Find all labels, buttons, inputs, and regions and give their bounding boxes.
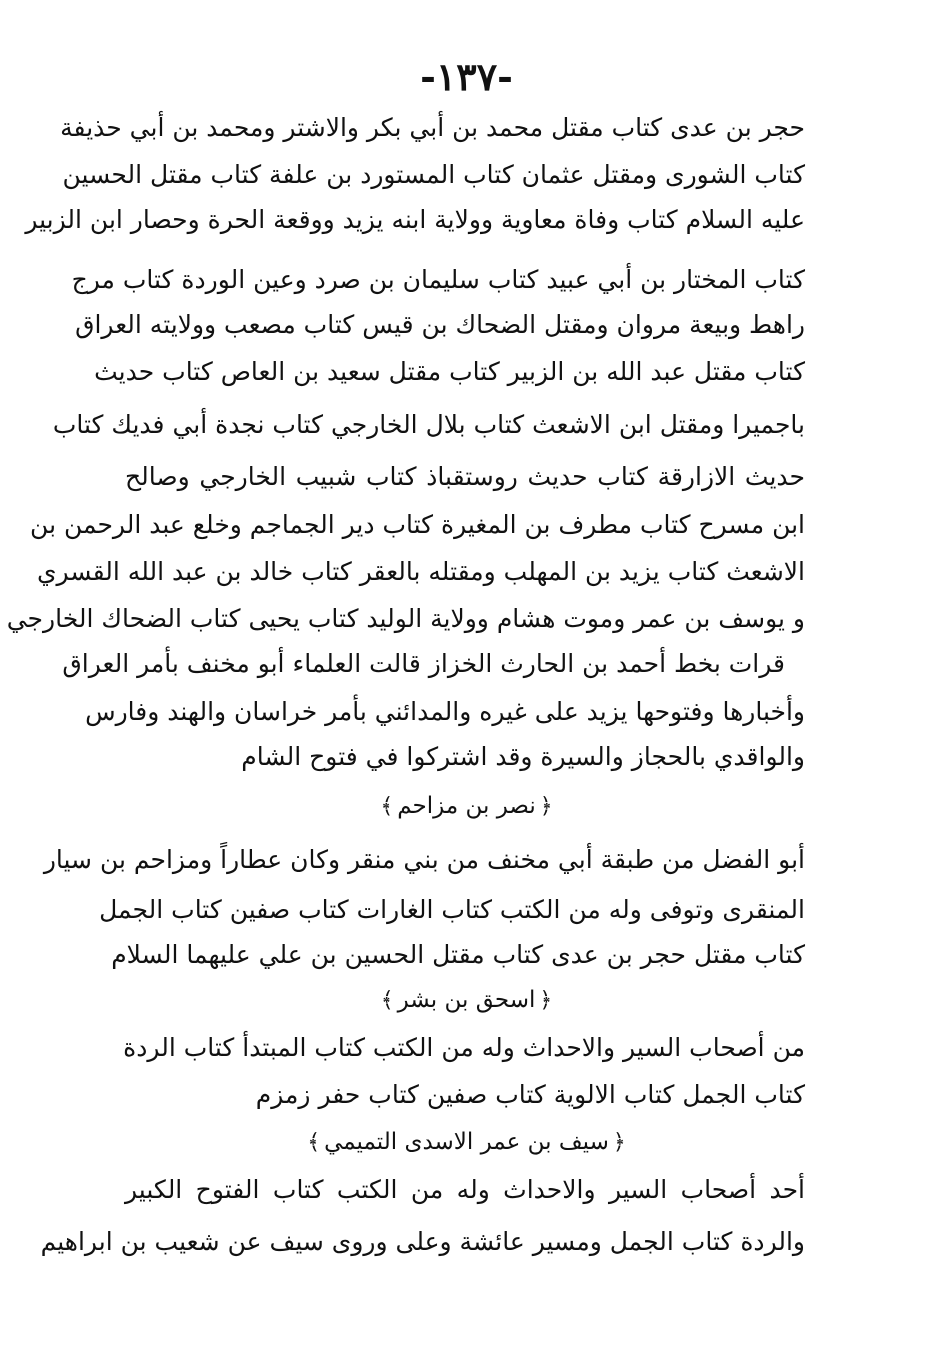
section-heading bbox=[0, 784, 933, 828]
ornament-open: ﴿ bbox=[539, 794, 553, 819]
text-line: باجميرا ومقتل ابن الاشعث كتاب بلال الخارجي كتاب نجدة أبي فديك كتاب bbox=[52, 410, 805, 439]
text-line: الاشعث كتاب يزيد بن المهلب ومقتله بالعقر كتاب خالد بن عبد الله القسري bbox=[36, 557, 805, 586]
text-line: أحد أصحاب السير والاحداث وله من الكتب كتاب الفتوح الكبير bbox=[125, 1175, 805, 1204]
text-line: كتاب الشورى ومقتل عثمان كتاب المستورد بن علفة كتاب مقتل الحسين bbox=[62, 160, 805, 189]
text-line: راهط وبيعة مروان ومقتل الضحاك بن قيس كتاب مصعب وولايته العراق bbox=[75, 310, 805, 339]
text-line: قرات بخط أحمد بن الحارث الخزاز قالت العلماء أبو مخنف بأمر العراق bbox=[62, 649, 785, 678]
text-line: وأخبارها وفتوحها يزيد على غيره والمدائني بأمر خراسان والهند وفارس bbox=[85, 697, 805, 726]
heading-text: نصر بن مزاحم bbox=[397, 793, 536, 819]
text-line: حجر بن عدى كتاب مقتل محمد بن أبي بكر والاشتر ومحمد بن أبي حذيفة bbox=[60, 113, 805, 142]
text-line: كتاب مقتل عبد الله بن الزبير كتاب مقتل سعيد بن العاص كتاب حديث bbox=[94, 357, 805, 386]
text-line: كتاب المختار بن أبي عبيد كتاب سليمان بن صرد وعين الوردة كتاب مرج bbox=[71, 265, 805, 294]
heading-text: اسحق بن بشر bbox=[397, 987, 536, 1013]
page-number: -١٣٧- bbox=[420, 54, 513, 99]
text-line: ابن مسرح كتاب مطرف بن المغيرة كتاب دير الجماجم وخلع عبد الرحمن بن bbox=[30, 510, 805, 539]
ornament-open: ﴿ bbox=[612, 1130, 626, 1155]
ornament-close: ﴾ bbox=[380, 988, 394, 1013]
text-line: والردة كتاب الجمل ومسير عائشة وعلى وروى سيف عن شعيب بن ابراهيم bbox=[40, 1227, 805, 1256]
heading-text: سيف بن عمر الاسدى التميمي bbox=[324, 1129, 609, 1155]
text-line: من أصحاب السير والاحداث وله من الكتب كتاب المبتدأ كتاب الردة bbox=[123, 1033, 805, 1062]
text-line: كتاب مقتل حجر بن عدى كتاب مقتل الحسين بن علي عليهما السلام bbox=[111, 940, 805, 969]
text-line: و يوسف بن عمر وموت هشام وولاية الوليد كتاب يحيى كتاب الضحاك الخارجي bbox=[6, 604, 805, 633]
text-line: حديث الازارقة كتاب حديث روستقباذ كتاب شبيب الخارجي وصالح bbox=[125, 462, 805, 491]
ornament-close: ﴾ bbox=[380, 794, 394, 819]
section-heading bbox=[0, 978, 933, 1022]
text-line: أبو الفضل من طبقة أبي مخنف من بني منقر وكان عطاراً ومزاحم بن سيار bbox=[43, 845, 805, 874]
section-heading bbox=[0, 1120, 933, 1164]
text-line: كتاب الجمل كتاب الالوية كتاب صفين كتاب حفر زمزم bbox=[255, 1080, 805, 1109]
ornament-close: ﴾ bbox=[307, 1130, 321, 1155]
ornament-open: ﴿ bbox=[539, 988, 553, 1013]
text-line: المنقرى وتوفى وله من الكتب كتاب الغارات كتاب صفين كتاب الجمل bbox=[99, 895, 805, 924]
text-line: والواقدي بالحجاز والسيرة وقد اشتركوا في فتوح الشام bbox=[241, 742, 805, 771]
text-line: عليه السلام كتاب وفاة معاوية وولاية ابنه يزيد ووقعة الحرة وحصار ابن الزبير bbox=[25, 205, 805, 234]
